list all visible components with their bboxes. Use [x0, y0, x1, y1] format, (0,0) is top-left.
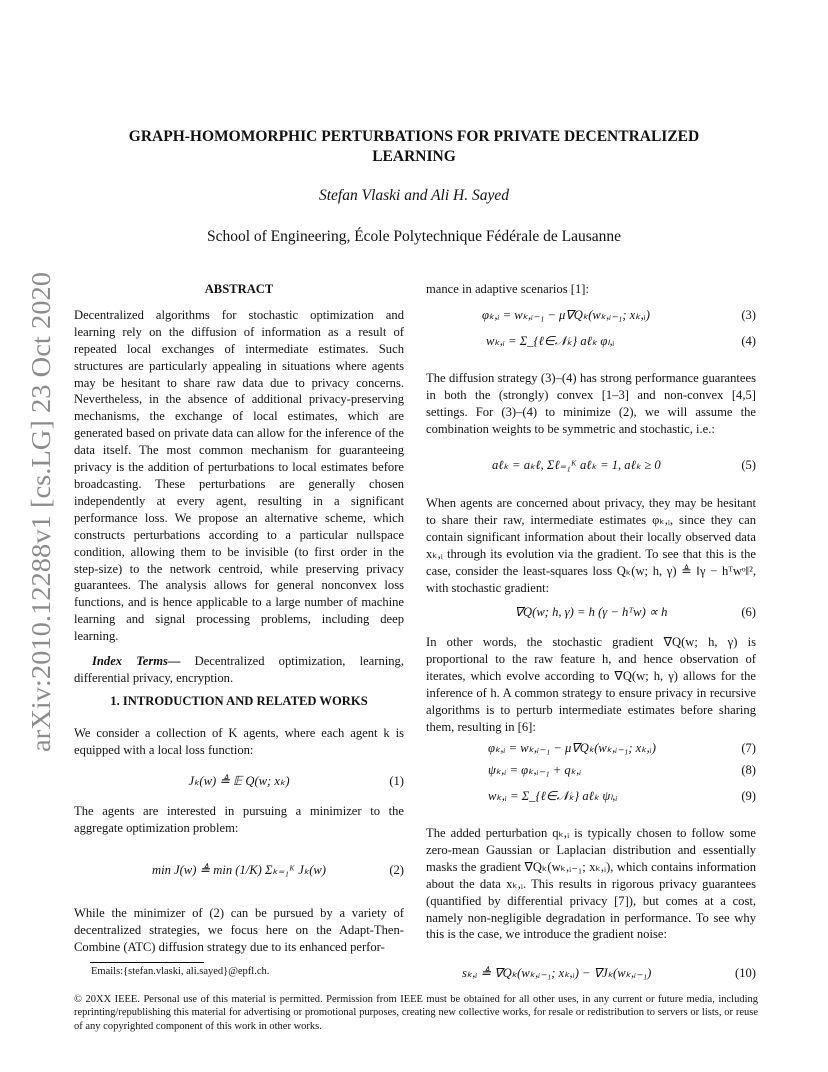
affiliation: School of Engineering, École Polytechnique Fédérale de Lausanne — [206, 228, 622, 245]
footnote: Emails:{stefan.vlaski, ali.sayed}@epfl.ch. — [91, 966, 270, 977]
equation-3-number: (3) — [741, 308, 756, 322]
equation-8 — [426, 762, 756, 779]
paper-title — [0, 127, 828, 167]
title-line-1: GRAPH-HOMOMORPHIC PERTURBATIONS FOR PRIVATE DECENTRALIZED — [128, 128, 700, 145]
equation-5 — [426, 457, 756, 474]
intro-paragraph-3: While the minimizer of (2) can be pursued by a variety of decentralized strategies, we focus here on the Adapt-Then-Combine (ATC) diffusion strategy due to its enhanced perfor- — [74, 906, 404, 954]
equation-4 — [426, 333, 756, 350]
abstract-text: Decentralized algorithms for stochastic optimization and learning rely on the diffusion of information as a result of repeated local exchanges of intermediate estimates. Such structures are particularly appealing in situations where agents may be hesitant to share raw data due to privacy concerns. Nevertheless, in the absence of additional privacy-preserving mechanisms, the exchange of local estimates, which are generated based on private data can allow for the inference of the data itself. The most common mechanism for guaranteeing privacy is the addition of perturbations to local estimates before broadcasting. These perturbations are generally chosen independently at every agent, resulting in a significant performance loss. We propose an alternative scheme, which constructs perturbations according to a particular nullspace condition, allowing them to be invisible (to first order in the step-size) to the network centroid, while preserving privacy guarantees. The analysis allows for general nonconvex loss functions, and is hence applicable to a large number of machine learning and signal processing problems, including deep learning. — [74, 307, 404, 644]
copyright-notice: © 20XX IEEE. Personal use of this material is permitted. Permission from IEEE must be obtained for all other uses, in any current or future media, including reprinting/republishing this material for advertising or promotional purposes, creating new collective works, for resale or redistribution to servers or lists, or reuse of any copyrighted component of this work in other works. — [74, 994, 758, 1032]
equation-8-number: (8) — [741, 763, 756, 777]
equation-10-body: sₖ,ᵢ ≜ ∇Qₖ(wₖ,ᵢ₋₁; xₖ,ᵢ) − ∇Jₖ(wₖ,ᵢ₋₁) — [462, 966, 652, 980]
equation-10-number: (10) — [735, 966, 756, 980]
equation-4-body: wₖ,ᵢ = Σ_{ℓ∈𝒩ₖ} aℓₖ φₗ,ᵢ — [486, 334, 615, 348]
equation-9 — [426, 788, 756, 805]
equation-1-body: Jₖ(w) ≜ 𝔼 Q(w; xₖ) — [188, 774, 290, 788]
abstract-heading: ABSTRACT — [204, 282, 274, 296]
equation-1 — [74, 773, 404, 790]
right-paragraph-3: In other words, the stochastic gradient ∇Q(w; h, γ) is proportional to the raw feature h, and hence observation of iterates, which evolve according to ∇Q(w; h, γ) allows for the inference of h. A common strategy to ensure privacy in recursive algorithms is to perturb intermediate estimates before sharing them, resulting in [6]: — [426, 635, 756, 734]
equation-10 — [426, 965, 756, 982]
section-1-heading: 1. INTRODUCTION AND RELATED WORKS — [110, 694, 368, 708]
right-paragraph-1: The diffusion strategy (3)–(4) has strong performance guarantees in both the (strongly) convex [1–3] and non-convex [4,5] settings. For (3)–(4) to minimize (2), we will assume the combination weights to be symmetric and stochastic, i.e.: — [426, 371, 756, 436]
intro-paragraph-2: The agents are interested in pursuing a minimizer to the aggregate optimization problem: — [74, 804, 404, 835]
arxiv-stamp-text: arXiv:2010.12288v1 [cs.LG] 23 Oct 2020 — [26, 297, 56, 752]
equation-7-body: φₖ,ᵢ = wₖ,ᵢ₋₁ − μ∇Qₖ(wₖ,ᵢ₋₁; xₖ,ᵢ) — [488, 741, 656, 755]
equation-2-body: min J(w) ≜ min (1/K) Σₖ₌₁ᴷ Jₖ(w) — [151, 863, 326, 877]
equation-5-number: (5) — [741, 458, 756, 472]
equation-2-number: (2) — [389, 863, 404, 877]
index-terms-text: Decentralized optimization, learning, differential privacy, encryption. — [74, 654, 404, 685]
equation-9-body: wₖ,ᵢ = Σ_{ℓ∈𝒩ₖ} aℓₖ ψₗ,ᵢ — [488, 789, 618, 803]
equation-5-body: aℓₖ = aₖℓ, Σℓ₌₁ᴷ aℓₖ = 1, aℓₖ ≥ 0 — [492, 458, 661, 472]
index-terms-label: Index Terms— — [92, 654, 181, 669]
index-terms — [74, 653, 404, 687]
equation-7-number: (7) — [741, 741, 756, 755]
equation-4-number: (4) — [741, 334, 756, 348]
abstract-section — [74, 281, 404, 687]
intro-paragraph-1: We consider a collection of K agents, where each agent k is equipped with a local loss function: — [74, 726, 404, 757]
equation-8-body: ψₖ,ᵢ = φₖ,ᵢ₋₁ + qₖ,ᵢ — [488, 763, 582, 777]
equation-3-body: φₖ,ᵢ = wₖ,ᵢ₋₁ − μ∇Qₖ(wₖ,ᵢ₋₁; xₖ,ᵢ) — [482, 308, 650, 322]
equation-6-number: (6) — [741, 605, 756, 619]
right-paragraph-2: When agents are concerned about privacy, they may be hesitant to share their raw, intermediate estimates φₖ,ᵢ, since they can contain significant information about their locally observed data xₖ,ᵢ through its evolution via the gradient. To see that this is the case, consider the least-squares loss Qₖ(w; h, γ) ≜ ‖γ − hᵀwᵒ‖², with stochastic gradient: — [426, 496, 756, 595]
equation-2 — [74, 862, 404, 879]
right-paragraph-0: mance in adaptive scenarios [1]: — [426, 282, 589, 296]
footnote-rule — [90, 962, 204, 963]
right-paragraph-4: The added perturbation qₖ,ᵢ is typically chosen to follow some zero-mean Gaussian or Laplacian distribution and essentially masks the gradient ∇Qₖ(wₖ,ᵢ₋₁; xₖ,ᵢ), which contains information about the data xₖ,ᵢ. This results in rigorous privacy guarantees (quantified by differential privacy [7]), but comes at a cost, namely non-negligible degradation in performance. To see why this is the case, we introduce the gradient noise: — [426, 826, 756, 942]
title-line-2: LEARNING — [372, 148, 456, 165]
equation-3 — [426, 307, 756, 324]
equation-6 — [426, 604, 756, 621]
equation-9-number: (9) — [741, 789, 756, 803]
equation-1-number: (1) — [389, 774, 404, 788]
authors: Stefan Vlaski and Ali H. Sayed — [319, 187, 509, 204]
arxiv-stamp — [12, 262, 62, 762]
equation-7 — [426, 740, 756, 757]
equation-6-body: ∇Q(w; h, γ) = h (γ − hᵀw) ∝ h — [514, 605, 668, 619]
